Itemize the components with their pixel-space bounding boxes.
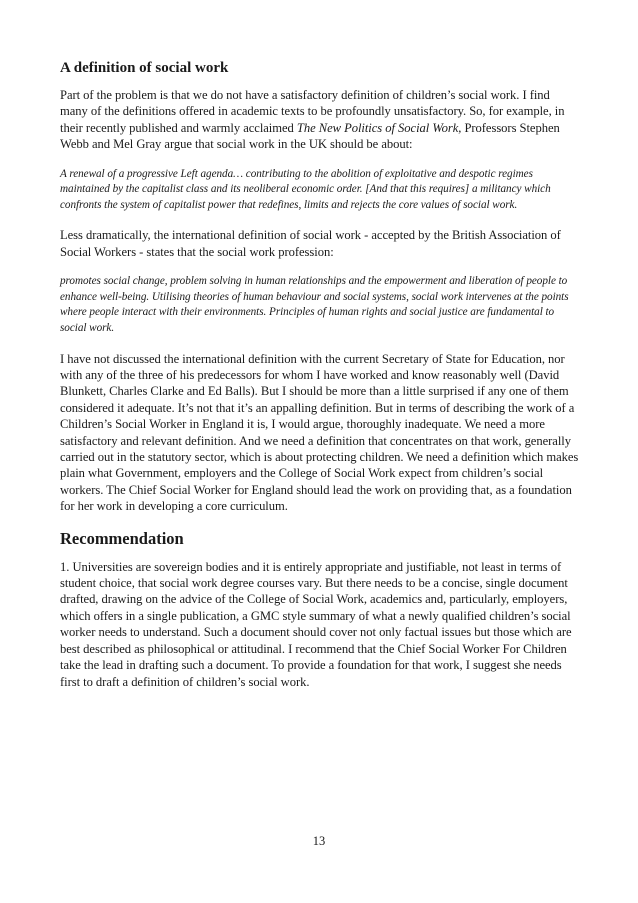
document-page <box>60 60 580 704</box>
quote-international-definition: promotes social change, problem solving in human relationships and the empowerment and liberation of people to enhance well-being. Utilising theories of human behaviour and social systems, social work intervenes at the points where people interact with their environments. Principles of human rights and social justice are fundamental to social work. <box>60 275 569 334</box>
paragraph-text: Professors Stephen Webb and Mel Gray argue that social work in the UK should be about: <box>60 120 560 152</box>
section-heading-recommendation: Recommendation <box>60 528 184 548</box>
paragraph-definition-problem <box>60 87 580 153</box>
book-title: The New Politics of Social Work, <box>296 120 462 135</box>
section-heading-definition: A definition of social work <box>60 60 229 76</box>
paragraph-secretary-of-state: I have not discussed the international definition with the current Secretary of State for Education, nor with any of the three of his predecessors for whom I have worked and know reasonably well (David Blunkett, Charles Clarke and Ed Balls). But I should be more than a little surprised if any one of them considered it adequate. It’s not that it’s an appalling definition. But in terms of describing the work of a Children’s Social Worker in England it is, I would argue, thoroughly inadequate. We need a more satisfactory and relevant definition. And we need a definition that concentrates on that work, generally carried out in the statutory sector, which is about protecting children. We need a definition which makes plain what Government, employers and the College of Social Work expect from children’s social workers. The Chief Social Worker for England should lead the work on providing that, as a foundation for her work in developing a core curriculum. <box>60 351 579 514</box>
paragraph-text: Part of the problem is that we do not have a satisfactory definition of children’s social work. I find many of the definitions offered in academic texts to be profoundly unsatisfactory. So, for example, in their recently published and warmly acclaimed <box>60 88 565 135</box>
paragraph-international-definition: Less dramatically, the international definition of social work - accepted by the British Association of Social Workers - states that the social work profession: <box>60 228 561 259</box>
page-number: 13 <box>312 834 326 848</box>
quote-webb-gray: A renewal of a progressive Left agenda… contributing to the abolition of exploitative and despotic regimes maintained by the capitalist class and its neoliberal economic order. [And that this requires] a militancy which confronts the system of capitalist power that redefines, limits and rejects the core values of social work. <box>60 167 551 211</box>
paragraph-recommendation-1: 1. Universities are sovereign bodies and it is entirely appropriate and justifiable, not least in terms of student choice, that social work degree courses vary. But there needs to be a concise, single document drafted, drawing on the advice of the College of Social Work, academics and, particularly, employers, which offers in a single publication, a GMC style summary of what a newly qualified children’s social worker needs to understand. Such a document should cover not only factual issues but those which are best described as philosophical or attitudinal. I recommend that the Chief Social Worker For Children take the lead in drafting such a document. To provide a foundation for that work, I suggest she needs first to draft a definition of children’s social work. <box>60 559 572 689</box>
